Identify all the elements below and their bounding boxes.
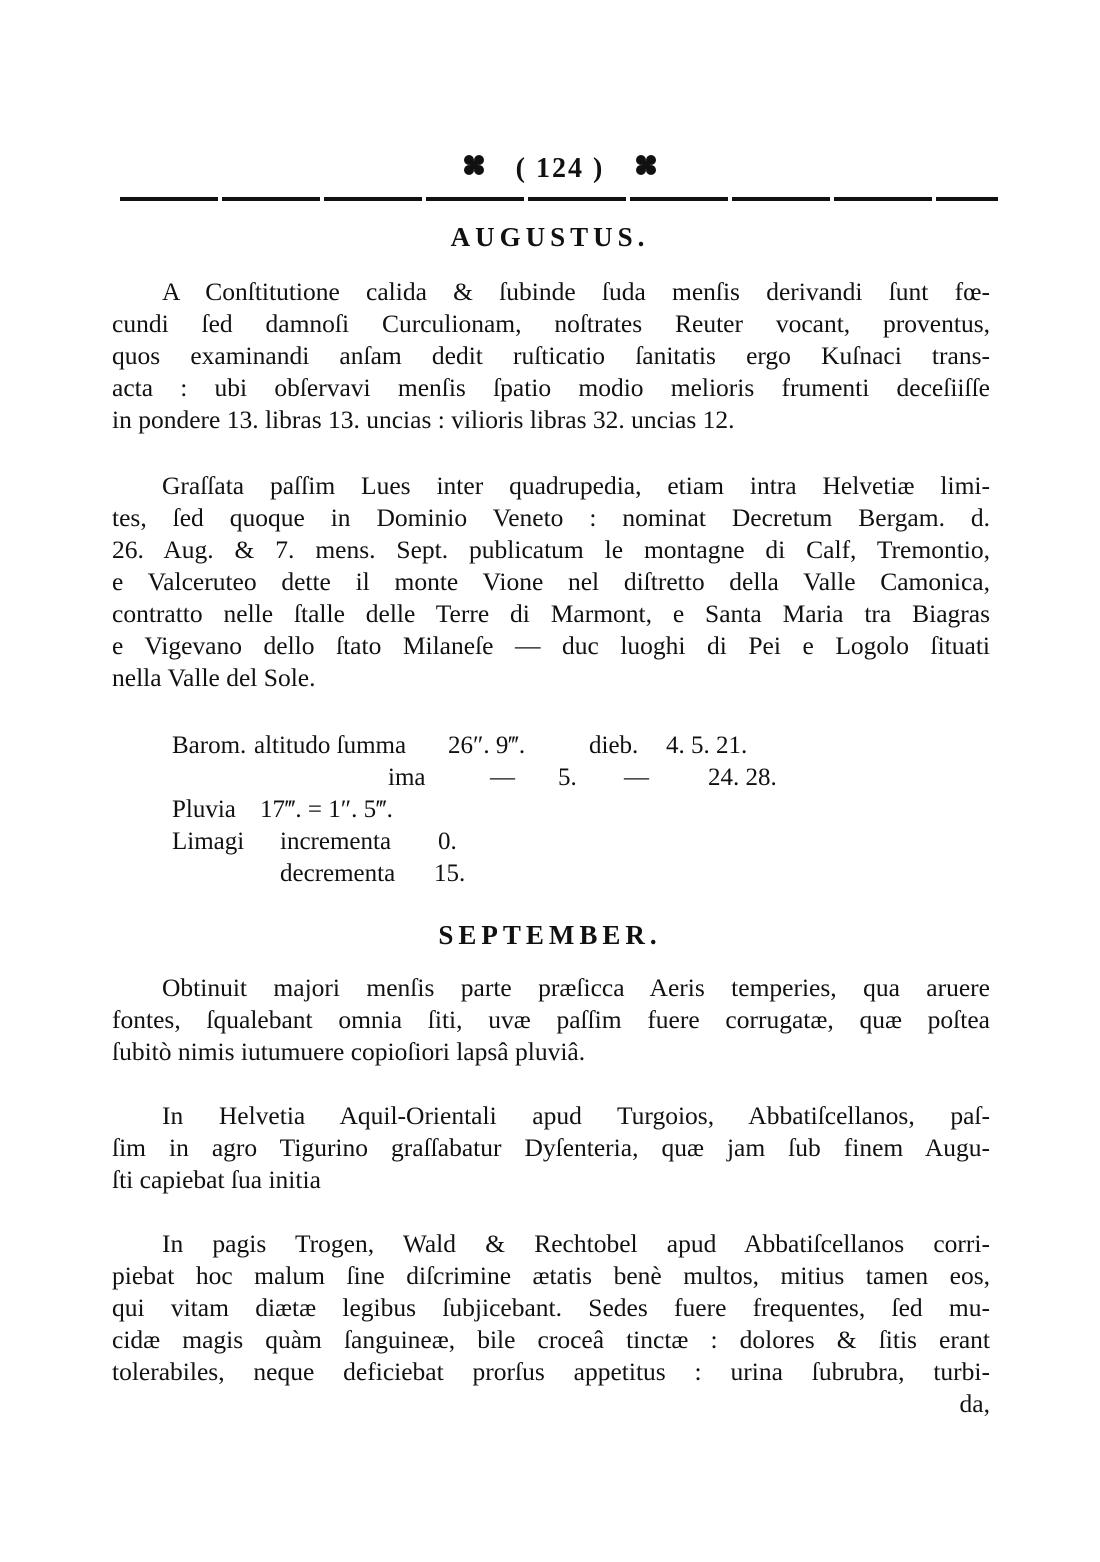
text-line: quos examinandi anſam dedit ruſticatio ſanitatis ergo Kuſnaci trans- xyxy=(112,341,990,370)
text-line: ſim in agro Tigurino graſſabatur Dyſenteria, quæ jam ſub finem Augu- xyxy=(112,1133,990,1162)
stats-row-pluvia xyxy=(172,794,872,826)
ima-days: 24. 28. xyxy=(708,764,777,791)
text-line: cidæ magis quàm ſanguineæ, bile croceâ tinctæ : dolores & ſitis erant xyxy=(112,1325,990,1354)
text-line: cundi ſed damnoſi Curculionam, noſtrates Reuter vocant, proventus, xyxy=(112,309,990,338)
summa-days: 4. 5. 21. xyxy=(666,732,748,759)
text-line: 26. Aug. & 7. mens. Sept. publicatum le montagne di Calf, Tremontio, xyxy=(112,535,990,564)
fleuron-right-icon xyxy=(631,150,661,188)
text-line: in pondere 13. libras 13. uncias : vilioris libras 32. uncias 12. xyxy=(112,405,735,434)
text-line: In pagis Trogen, Wald & Rechtobel apud Abbatiſcellanos corri- xyxy=(162,1229,990,1258)
catchword: da, xyxy=(959,1389,990,1418)
decrementa-value: 15. xyxy=(434,860,466,887)
stats-row-decrementa xyxy=(172,858,872,890)
pluvia-label: Pluvia xyxy=(172,796,236,823)
altitudo-label: altitudo ſumma xyxy=(254,732,407,759)
section-title-augustus: AUGUSTUS. xyxy=(450,222,650,252)
september-paragraph-2 xyxy=(112,1100,990,1196)
text-line: nella Valle del Sole. xyxy=(112,663,316,692)
text-line: ſubitò nimis iutumuere copioſiori lapsâ pluviâ. xyxy=(112,1037,586,1066)
text-line: qui vitam diætæ legibus ſubjicebant. Sedes fuere frequentes, ſed mu- xyxy=(112,1293,990,1322)
header-rule xyxy=(120,197,998,201)
stats-row-ima xyxy=(172,762,872,794)
stats-row-incrementa xyxy=(172,826,872,858)
page-header xyxy=(120,150,1000,200)
text-line: e Vigevano dello ſtato Milaneſe — duc luoghi di Pei e Logolo ſituati xyxy=(112,631,990,660)
augustus-paragraph-2 xyxy=(112,470,990,694)
incrementa-value: 0. xyxy=(438,828,457,855)
summa-value: 26″. 9‴. xyxy=(448,732,526,759)
barom-label: Barom. xyxy=(172,732,247,759)
page-number: ( 124 ) xyxy=(515,153,605,184)
pluvia-value: 17‴. = 1″. 5‴. xyxy=(260,796,393,823)
dieb-label: dieb. xyxy=(589,732,639,759)
limagi-label: Limagi xyxy=(172,828,245,855)
text-line: acta : ubi obſervavi menſis ſpatio modio melioris frumenti deceſiiſſe xyxy=(112,373,990,402)
dash: — xyxy=(490,764,515,791)
decrementa-label: decrementa xyxy=(280,860,396,887)
weather-stats xyxy=(172,730,872,890)
augustus-paragraph-1 xyxy=(112,276,990,436)
september-paragraph-3 xyxy=(112,1228,990,1420)
section-title-september: SEPTEMBER. xyxy=(438,920,662,950)
text-line: In Helvetia Aquil-Orientali apud Turgoios, Abbatiſcellanos, paſ- xyxy=(162,1101,990,1130)
text-line: fontes, ſqualebant omnia ſiti, uvæ paſſim fuere corrugatæ, quæ poſtea xyxy=(112,1005,990,1034)
text-line: tes, ſed quoque in Dominio Veneto : nominat Decretum Bergam. d. xyxy=(112,503,990,532)
text-line: contratto nelle ſtalle delle Terre di Marmont, e Santa Maria tra Biagras xyxy=(112,599,990,628)
text-line: e Valceruteo dette il monte Vione nel diſtretto della Valle Camonica, xyxy=(112,567,990,596)
text-line: ſti capiebat ſua initia xyxy=(112,1165,321,1194)
text-line: A Conſtitutione calida & ſubinde ſuda menſis derivandi ſunt fœ- xyxy=(162,277,990,306)
ima-value: 5. xyxy=(558,764,577,791)
september-paragraph-1 xyxy=(112,972,990,1068)
running-head xyxy=(120,150,1000,188)
stats-row-summa xyxy=(172,730,872,762)
incrementa-label: incrementa xyxy=(280,828,392,855)
text-line: Graſſata paſſim Lues inter quadrupedia, etiam intra Helvetiæ limi- xyxy=(162,471,990,500)
text-line: tolerabiles, neque deficiebat prorſus appetitus : urina ſubrubra, turbi- xyxy=(112,1357,990,1386)
ima-label: ima xyxy=(388,764,426,791)
dash: — xyxy=(624,764,649,791)
text-line: piebat hoc malum ſine diſcrimine ætatis benè multos, mitius tamen eos, xyxy=(112,1261,990,1290)
text-line: Obtinuit majori menſis parte præſicca Aeris temperies, qua aruere xyxy=(162,973,990,1002)
fleuron-left-icon xyxy=(459,150,489,188)
